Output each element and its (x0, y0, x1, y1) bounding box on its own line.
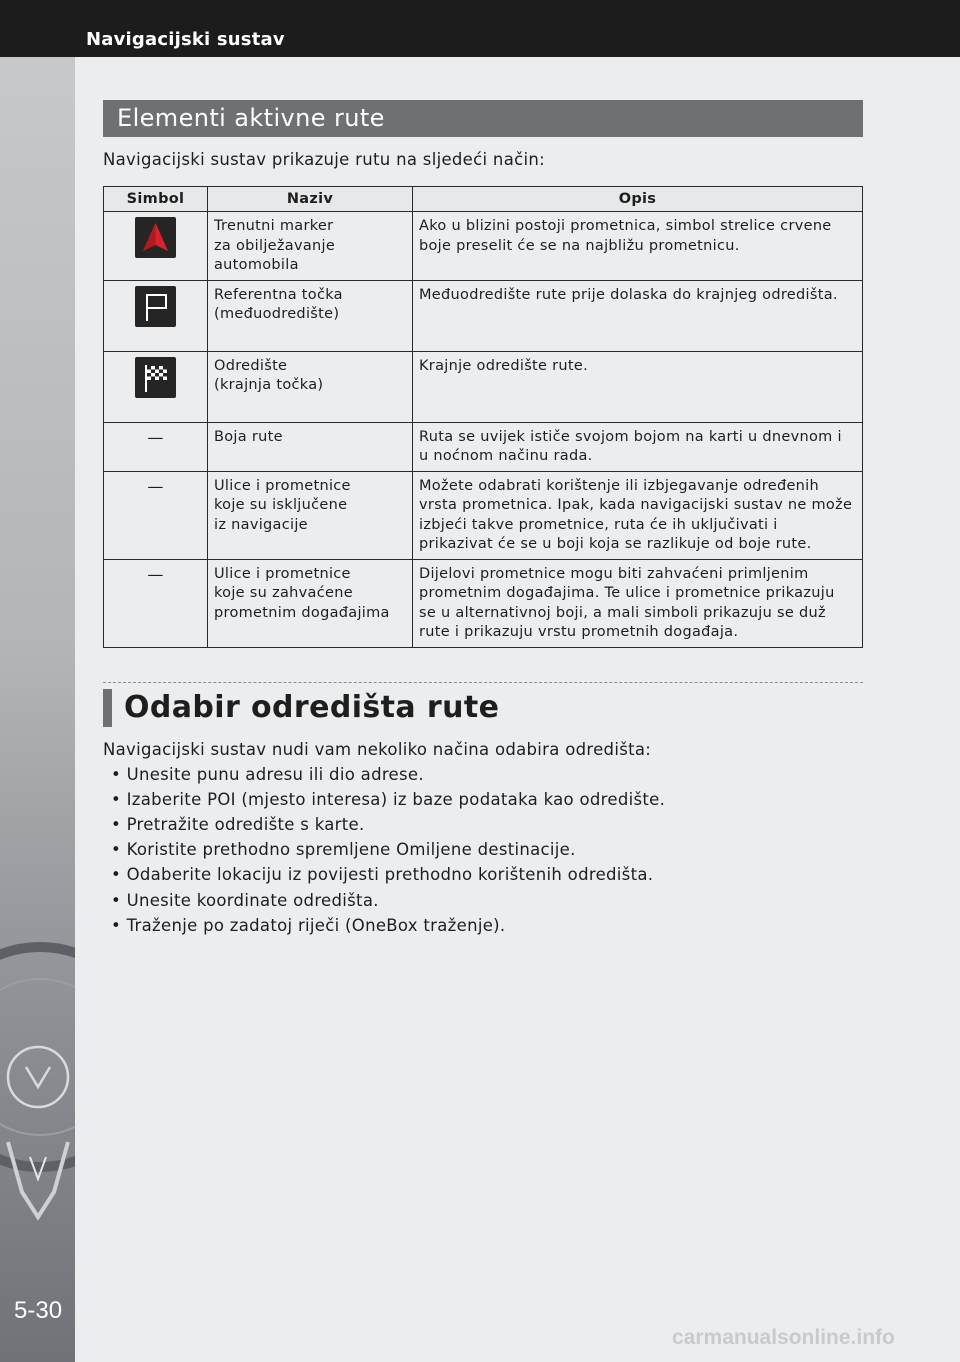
car-marker-icon (135, 217, 176, 258)
description-cell: Ako u blizini postoji prometnica, simbol strelice crvene boje preselit će se na najbližu prometnicu. (413, 212, 863, 281)
symbol-cell (104, 559, 208, 647)
table-header-row (104, 187, 863, 212)
chapter-title: Navigacijski sustav (86, 29, 285, 50)
symbol-dash: — (147, 427, 164, 447)
column-header-symbol: Simbol (104, 187, 208, 212)
row-name-line: Boja rute (214, 428, 283, 445)
checkered-flag-icon (135, 357, 176, 398)
description-cell: Dijelovi prometnice mogu biti zahvaćeni primljenim prometnim događajima. Te ulice i prometnice prikazuju se u alternativnoj boji, a mali simboli prikazuju se duž rute i prikazuju vrstu prometnih događaja. (413, 559, 863, 647)
name-cell (208, 351, 413, 422)
dashboard-illustration-icon (0, 917, 75, 1362)
table-row (104, 471, 863, 559)
row-name-line: za obilježavanje (214, 237, 336, 254)
row-name-line: (krajnja točka) (214, 377, 324, 393)
description-cell: Krajnje odredište rute. (413, 351, 863, 422)
column-header-description: Opis (413, 187, 863, 212)
name-cell (208, 559, 413, 647)
top-bar (0, 0, 960, 57)
section-divider (103, 682, 863, 683)
symbol-dash: — (147, 476, 164, 496)
main-content (103, 100, 863, 938)
row-name-line: Referentna točka (214, 286, 343, 303)
list-item: • Unesite koordinate odredišta. (111, 888, 863, 913)
list-item: • Unesite punu adresu ili dio adrese. (111, 762, 863, 787)
description-cell: Ruta se uvijek ističe svojom bojom na karti u dnevnom i u noćnom načinu rada. (413, 422, 863, 471)
row-name-line: automobila (214, 257, 299, 273)
symbol-cell (104, 280, 208, 351)
route-elements-table (103, 186, 863, 648)
waypoint-flag-icon (135, 286, 176, 327)
page-number: 5-30 (14, 1297, 63, 1324)
sidebar-decoration (0, 57, 75, 1362)
list-item: • Pretražite odredište s karte. (111, 812, 863, 837)
list-item: • Koristite prethodno spremljene Omiljene destinacije. (111, 837, 863, 862)
symbol-cell (104, 351, 208, 422)
name-cell (208, 212, 413, 281)
row-name-line: prometnim događajima (214, 604, 390, 621)
table-row (104, 351, 863, 422)
destination-options-list (103, 762, 863, 938)
section2-intro: Navigacijski sustav nudi vam nekoliko načina odabira odredišta: (103, 739, 652, 759)
name-cell (208, 422, 413, 471)
row-name-line: koje su zahvaćene (214, 585, 353, 601)
list-item: • Izaberite POI (mjesto interesa) iz baze podataka kao odredište. (111, 787, 863, 812)
symbol-dash: — (147, 564, 164, 584)
symbol-cell (104, 422, 208, 471)
row-name-line: Ulice i prometnice (214, 565, 351, 582)
section-title: Elementi aktivne rute (103, 100, 863, 137)
column-header-name: Naziv (208, 187, 413, 212)
list-item: • Traženje po zadatoj riječi (OneBox traženje). (111, 913, 863, 938)
section2-title: Odabir odredišta rute (103, 689, 863, 727)
watermark-link[interactable]: carmanualsonline.info (672, 1326, 895, 1349)
row-name-line: (međuodredište) (214, 306, 340, 322)
description-cell: Međuodredište rute prije dolaska do krajnjeg odredišta. (413, 280, 863, 351)
row-name-line: Ulice i prometnice (214, 477, 351, 494)
name-cell (208, 280, 413, 351)
description-cell: Možete odabrati korištenje ili izbjegavanje određenih vrsta prometnica. Ipak, kada navigacijski sustav ne može izbjeći takve prometnice, ruta će ih uključivati i prikazivat će se u boji koja se razlikuje od boje rute. (413, 471, 863, 559)
section-intro: Navigacijski sustav prikazuje rutu na sljedeći način: (103, 150, 545, 169)
row-name-line: Odredište (214, 357, 288, 374)
row-name-line: iz navigacije (214, 516, 308, 533)
symbol-cell (104, 212, 208, 281)
table-row (104, 422, 863, 471)
table-row (104, 212, 863, 281)
symbol-cell (104, 471, 208, 559)
table-row (104, 280, 863, 351)
name-cell (208, 471, 413, 559)
list-item: • Odaberite lokaciju iz povijesti prethodno korištenih odredišta. (111, 862, 863, 887)
row-name-line: Trenutni marker (214, 218, 334, 234)
row-name-line: koje su isključene (214, 497, 348, 513)
table-row (104, 559, 863, 647)
